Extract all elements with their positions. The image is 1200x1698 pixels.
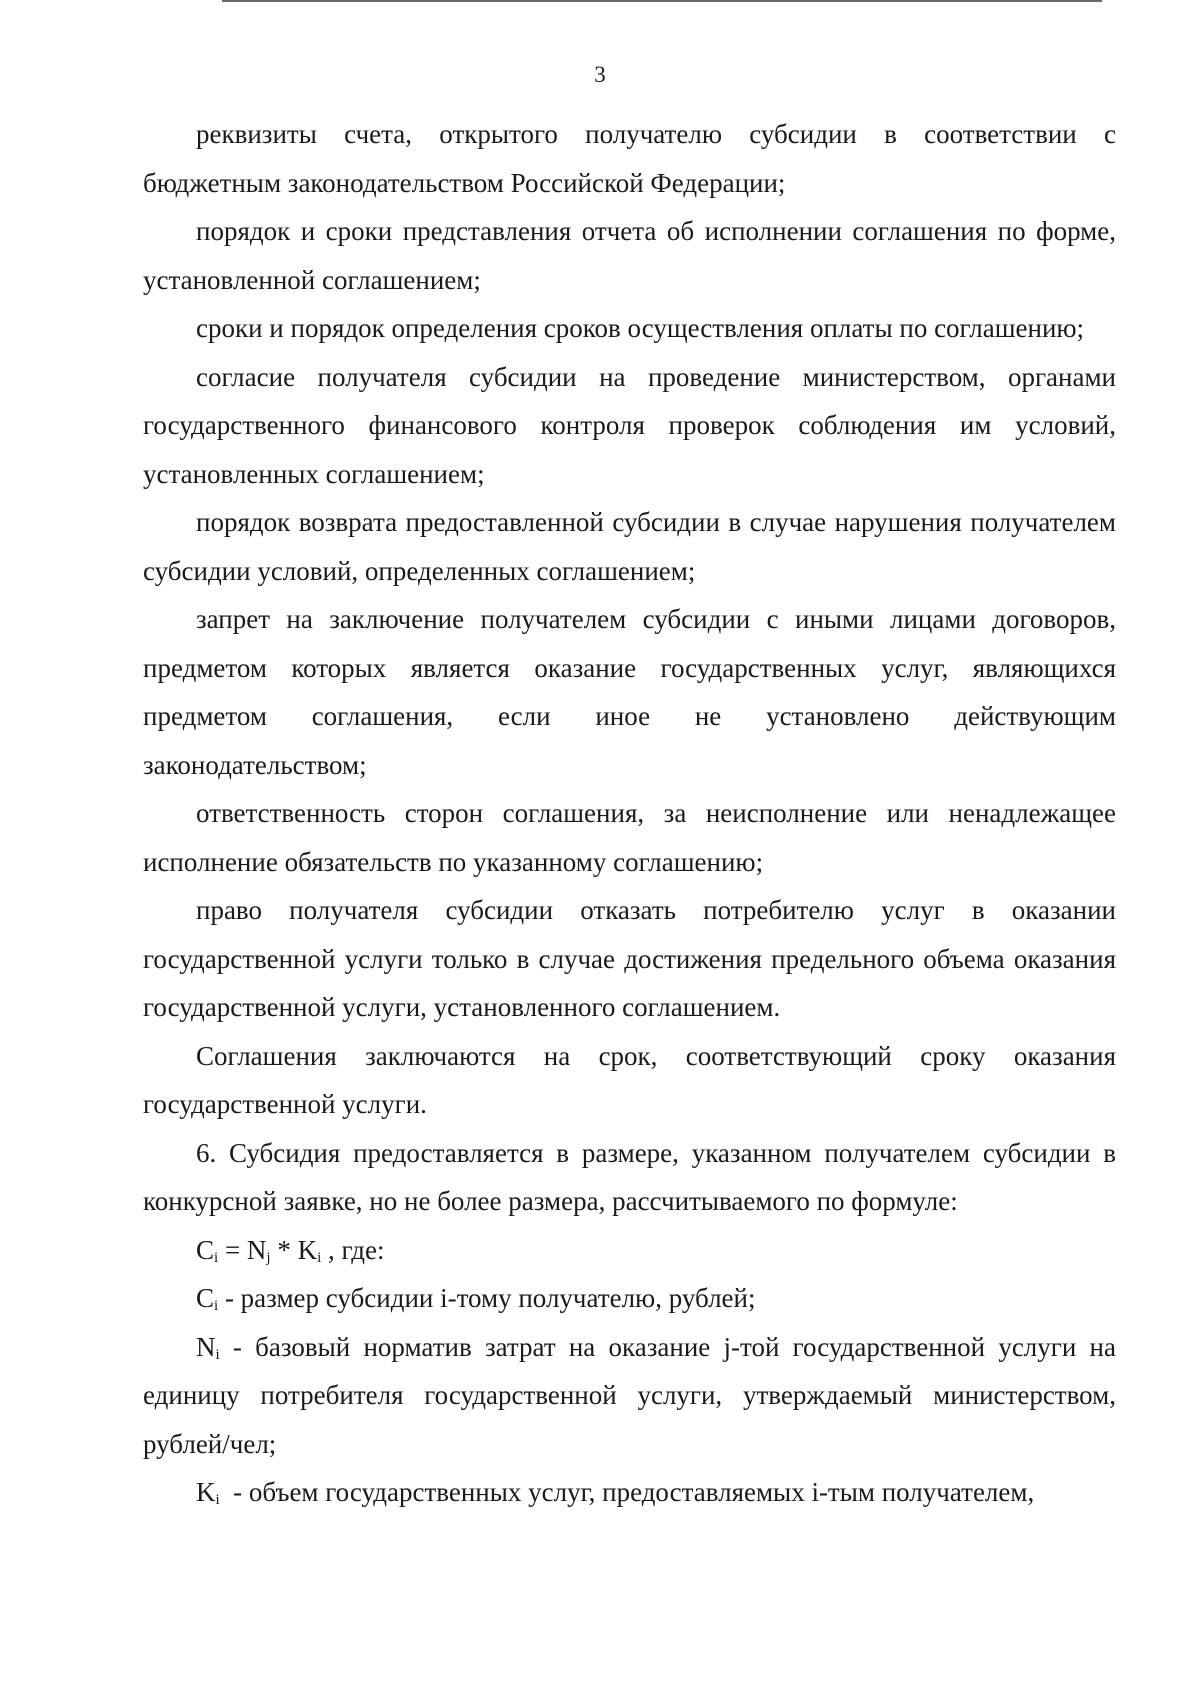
formula-c-sub: i <box>214 1249 219 1266</box>
definition-symbol: N <box>196 1331 216 1362</box>
definition-symbol: K <box>196 1477 216 1507</box>
top-rule <box>222 0 1102 2</box>
paragraph: право получателя субсидии отказать потребителю услуг в оказании государственной услуги только в случае достижения предельного объема оказания государственной услуги, установленного соглашением. <box>143 895 1116 1022</box>
definition-text: - объем государственных услуг, предоставляемых i-тым получателем, <box>219 1477 1035 1507</box>
definition-symbol-sub: i <box>214 1298 219 1314</box>
definition-text: - размер субсидии i-тому получателю, рублей; <box>218 1283 756 1313</box>
definition-text: - базовый норматив затрат на оказание j-той государственной услуги на единицу потребителя государственной услуги, утверждаемый министерством, рублей/чел; <box>143 1331 1116 1459</box>
paragraph: порядок и сроки представления отчета об исполнении соглашения по форме, установленной соглашением; <box>143 216 1116 295</box>
definition-symbol-sub: i <box>215 1346 220 1363</box>
paragraph: сроки и порядок определения сроков осуществления оплаты по соглашению; <box>196 313 1085 343</box>
formula-k-sub: i <box>317 1249 322 1266</box>
paragraph: запрет на заключение получателем субсидии с иными лицами договоров, предметом которых является оказание государственных услуг, являющихся предметом соглашения, если иное не установлено действующим законодательством; <box>143 604 1116 780</box>
formula <box>143 1226 1116 1275</box>
paragraph: Соглашения заключаются на срок, соответствующий сроку оказания государственной услуги. <box>143 1040 1116 1119</box>
definition-c <box>143 1274 1116 1323</box>
formula-tail: , где: <box>321 1234 385 1265</box>
definition-n <box>143 1323 1116 1469</box>
formula-eq: = <box>218 1234 247 1265</box>
formula-mul: * <box>270 1234 298 1265</box>
definition-symbol-sub: i <box>215 1492 220 1508</box>
formula-k: K <box>297 1234 318 1265</box>
paragraph: ответственность сторон соглашения, за неисполнение или ненадлежащее исполнение обязательств по указанному соглашению; <box>143 798 1116 877</box>
page-number: 3 <box>594 62 606 87</box>
formula-c: C <box>196 1234 215 1265</box>
definition-k <box>143 1468 1116 1517</box>
formula-n-sub: j <box>266 1249 271 1266</box>
paragraph: порядок возврата предоставленной субсидии в случае нарушения получателем субсидии условий, определенных соглашением; <box>143 507 1116 586</box>
paragraph: реквизиты счета, открытого получателю субсидии в соответствии с бюджетным законодательством Российской Федерации; <box>143 119 1116 198</box>
definition-symbol: C <box>196 1283 215 1313</box>
paragraph: согласие получателя субсидии на проведение министерством, органами государственного финансового контроля проверок соблюдения им условий, установленных соглашением; <box>143 361 1116 489</box>
formula-n: N <box>246 1234 267 1265</box>
document-body <box>143 110 1116 1517</box>
paragraph: 6. Субсидия предоставляется в размере, указанном получателем субсидии в конкурсной заявке, но не более размера, рассчитываемого по формуле: <box>143 1137 1116 1216</box>
